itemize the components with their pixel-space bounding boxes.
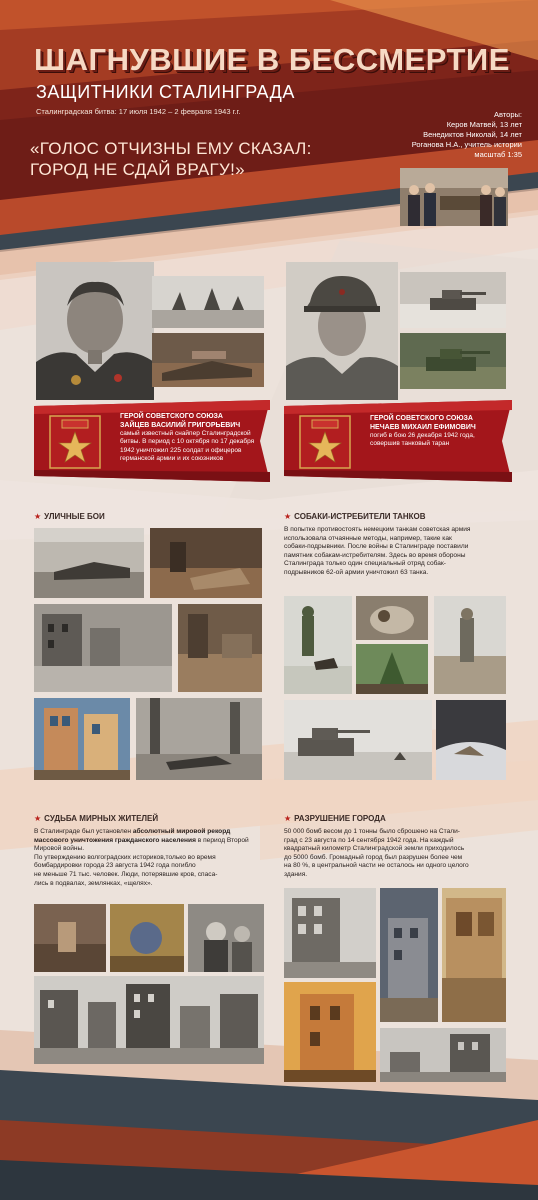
quote-line-2: ГОРОД НЕ СДАЙ ВРАГУ!» [30,160,245,179]
destruction-diorama-photo [284,982,376,1082]
tank-dog-photo [284,700,432,780]
street-photo [34,698,130,780]
star-icon: ★ [284,512,292,521]
hero-desc-line: 1942 уничтожил 225 солдат и офицеров [120,446,242,454]
quote [30,138,330,180]
zaitsev-ribbon [34,400,270,482]
author-line: Венедиктов Николай, 14 лет [423,130,522,139]
civilians-title: ★ СУДЬБА МИРНЫХ ЖИТЕЛЕЙ [34,814,159,823]
nechaev-text [370,414,504,449]
author-line: Роганова Н.А., учитель истории [411,140,522,149]
hero-name: ЗАЙЦЕВ ВАСИЛИЙ ГРИГОРЬЕВИЧ [120,422,241,429]
civilians-photo [110,904,184,972]
zaitsev-portrait [36,262,154,400]
winter-battle-photo [152,276,264,328]
street-photo [136,698,262,780]
civilians-photo [34,904,106,972]
hero-desc-line: самый известный снайпер Сталинградской [120,430,251,437]
hero-desc-line: битвы. В период с 10 октября по 17 декабря [120,438,255,446]
civilians-text: В Сталинграде был установлен абсолютный мировой рекорд массового уничтожения гражданского населения в период Второй Мировой войны. По утверждению волгоградских историков,только во время бомбардировки города 23 августа 1942 года погибло не меньше 71 тыс. человек. Люди, потерявшие кров, спаса- лись в подвалах, землянках, «щелях». [34,828,249,887]
street-photo [178,604,262,692]
poster-title: ШАГНУВШИЕ В БЕССМЕРТИЕ [34,42,510,77]
street-photo [34,604,172,692]
street-fighting-title: ★ УЛИЧНЫЕ БОИ [34,512,105,521]
sniper-diorama-photo [152,333,264,387]
authors-label: Авторы: [494,110,522,119]
dog-diorama-photo [434,596,506,694]
destruction-title: ★ РАЗРУШЕНИЕ ГОРОДА [284,814,386,823]
zaitsev-text [120,412,262,463]
authors-photo [400,168,508,226]
destruction-photo [284,888,376,978]
hero-rank: ГЕРОЙ СОВЕТСКОГО СОЮЗА [370,415,473,422]
dog-diorama-photo [284,596,352,694]
street-photo [34,528,144,598]
civilians-photo [188,904,264,972]
author-line: Керов Матвей, 13 лет [446,120,522,129]
hero-desc-line: германской армии и их союзников [120,454,224,462]
dog-diorama-photo [356,644,428,694]
dogs-text: В попытке противостоять немецким танкам советская армия использовала отчаянные методы, например, такие как собаки-подрывники. После войны в Сталинграде поставили памятник собакам-истребителям. Здесь во время обороны Сталинграда только один специальный отряд собак- подрывников 62-ой армии уничтожил 63 танка. [284,526,471,576]
destruction-diorama-photo [442,888,506,1022]
hero-desc-line: погиб в бою 26 декабря 1942 года, [370,432,475,439]
star-icon: ★ [284,814,292,823]
ruined-city-photo [34,976,264,1064]
star-icon: ★ [34,512,42,521]
battle-dates: Сталинградская битва: 17 июля 1942 – 2 февраля 1943 г.г. [36,107,241,116]
star-medal-icon [298,414,352,470]
nechaev-ribbon [284,400,512,482]
scale-label: масштаб 1:35 [474,150,522,159]
hero-name: НЕЧАЕВ МИХАИЛ ЕФИМОВИЧ [370,424,476,431]
tank-winter-photo [400,272,506,328]
authors-block [362,110,522,160]
hero-rank: ГЕРОЙ СОВЕТСКОГО СОЮЗА [120,413,223,420]
star-icon: ★ [34,814,42,823]
dogs-title: ★ СОБАКИ-ИСТРЕБИТЕЛИ ТАНКОВ [284,512,426,521]
dog-diorama-photo [356,596,428,640]
poster-subtitle: ЗАЩИТНИКИ СТАЛИНГРАДА [36,82,295,102]
tank-diorama-photo [400,333,506,389]
quote-line-1: «ГОЛОС ОТЧИЗНЫ ЕМУ СКАЗАЛ: [30,139,312,158]
street-photo [150,528,262,598]
dog-winter-photo [436,700,506,780]
star-medal-icon [48,414,102,470]
destruction-text: 50 000 бомб весом до 1 тонны было сброшено на Стали- град с 23 августа по 14 сентября 1942 года. На каждый квадратный километр Сталинградской земли приходилось до 5000 бомб. Громадный город был разрушен более чем на 80 %, в центральной части не осталось ни одного целого здания. [284,828,469,878]
nechaev-portrait [286,262,398,400]
destruction-diorama-photo [380,888,438,1022]
destruction-photo [380,1028,506,1082]
hero-desc-line: совершив танковый таран [370,440,450,448]
